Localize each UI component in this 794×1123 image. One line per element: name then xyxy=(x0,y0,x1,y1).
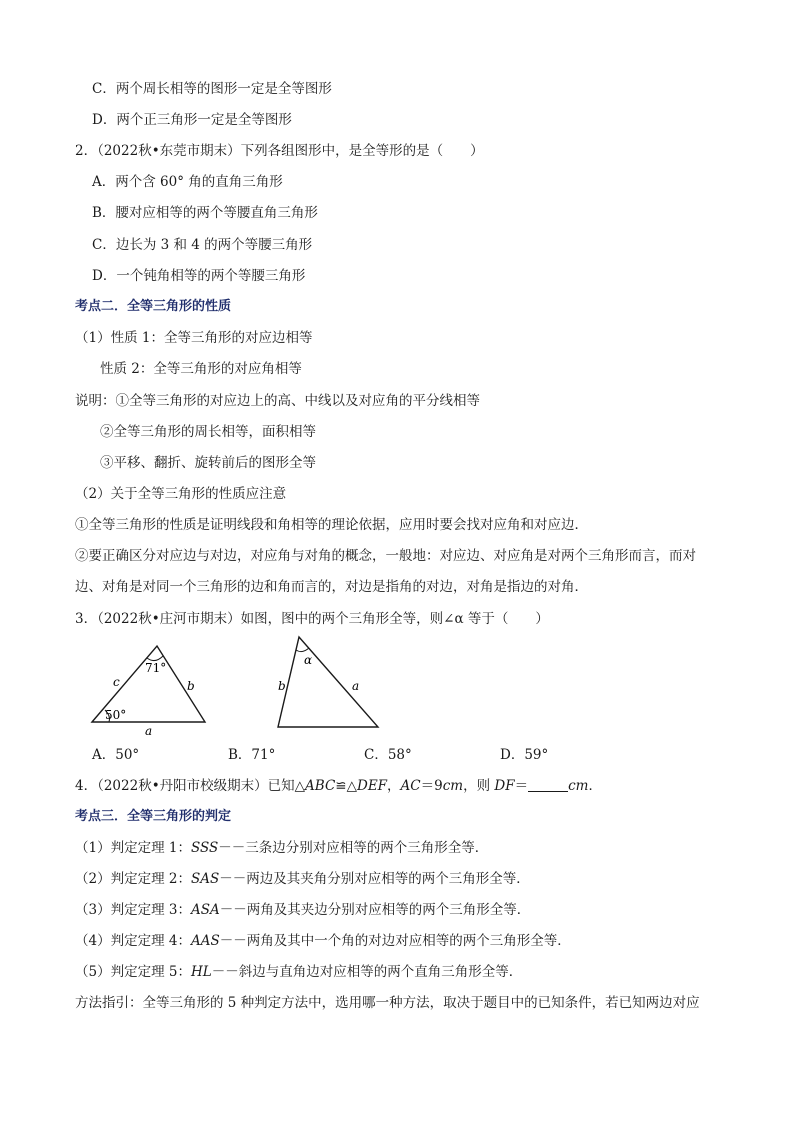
triangle-2-outline xyxy=(278,637,378,727)
kp3-theorem-3 xyxy=(75,901,530,919)
q4-side-ac: AC xyxy=(400,778,421,794)
kp2-note-1: 说明：①全等三角形的对应边上的高、中线以及对应角的平分线相等 xyxy=(75,393,480,409)
triangle-1-side-b-label: b xyxy=(187,679,195,693)
triangle-1-top-angle-arc xyxy=(147,656,163,661)
kp2-attention-2a: ②要正确区分对应边与对边，对应角与对角的概念，一般地：对应边、对应角是对两个三角形而言，而对 xyxy=(75,548,696,564)
q4-answer-blank[interactable] xyxy=(528,778,568,792)
q3-option-a: A．50° xyxy=(92,747,140,763)
kp3-theorem-4-code: AAS xyxy=(190,933,220,949)
q4-triangle-def: DEF xyxy=(357,778,388,794)
kp3-theorem-3-text: －－两角及其夹边分别对应相等的两个三角形全等． xyxy=(219,902,531,918)
kp2-property-3: （2）关于全等三角形的性质应注意 xyxy=(75,486,287,502)
kp3-theorem-3-prefix: （3）判定定理 3： xyxy=(75,902,191,918)
kp3-theorem-5-code: HL xyxy=(190,964,212,980)
q4-end: ． xyxy=(588,778,602,794)
kp3-theorem-1-prefix: （1）判定定理 1： xyxy=(75,840,191,856)
kp2-attention-2b: 边、对角是对同一个三角形的边和角而言的，对边是指角的对边，对角是指边的对角． xyxy=(75,579,588,595)
kp3-theorem-4 xyxy=(75,932,571,950)
kp3-theorem-2-prefix: （2）判定定理 2： xyxy=(75,871,191,887)
q3-option-c: C．58° xyxy=(364,747,412,763)
kp3-theorem-5-prefix: （5）判定定理 5： xyxy=(75,964,191,980)
kp3-theorem-1-text: －－三条边分别对应相等的两个三角形全等． xyxy=(218,840,489,856)
kp2-title: 考点二．全等三角形的性质 xyxy=(75,299,232,314)
q1-option-d: D．两个正三角形一定是全等图形 xyxy=(92,112,292,128)
kp2-note-3: ③平移、翻折、旋转前后的图形全等 xyxy=(100,455,316,471)
q2-option-d: D．一个钝角相等的两个等腰三角形 xyxy=(92,268,306,284)
q2-stem: 2．（2022秋•东莞市期末）下列各组图形中，是全等形的是（ ） xyxy=(75,143,484,159)
q4-unit-cm-1: cm xyxy=(442,778,464,794)
q4-congruent-symbol: ≌△ xyxy=(335,778,357,794)
q2-option-c: C．边长为 3 和 4 的两个等腰三角形 xyxy=(92,237,313,253)
q3-figure-triangle-2 xyxy=(268,632,388,734)
q1-option-c: C．两个周长相等的图形一定是全等图形 xyxy=(92,81,332,97)
kp3-theorem-3-code: ASA xyxy=(190,902,220,918)
q4-separator: ， xyxy=(387,778,401,794)
q4-equals-9: ＝9 xyxy=(420,778,443,794)
kp3-theorem-5 xyxy=(75,963,522,981)
kp3-theorem-4-prefix: （4）判定定理 4： xyxy=(75,933,191,949)
kp3-theorem-1-code: SSS xyxy=(190,840,219,856)
q3-option-b: B．71° xyxy=(228,747,276,763)
kp3-theorem-2-text: －－两边及其夹角分别对应相等的两个三角形全等． xyxy=(219,871,530,887)
triangle-1-side-c-label: c xyxy=(113,675,120,689)
triangle-1-side-a-label: a xyxy=(145,724,153,738)
triangle-1-top-angle-label: 71° xyxy=(145,661,167,675)
q3-option-d: D．59° xyxy=(500,747,549,763)
triangle-2-top-angle-label: α xyxy=(304,653,313,667)
q4-triangle-abc: ABC xyxy=(305,778,336,794)
kp3-title: 考点三．全等三角形的判定 xyxy=(75,809,232,824)
triangle-2-side-b-label: b xyxy=(278,679,286,693)
q2-option-b: B．腰对应相等的两个等腰直角三角形 xyxy=(92,205,318,221)
kp3-method-guide: 方法指引：全等三角形的 5 种判定方法中，选用哪一种方法，取决于题目中的已知条件，若已知两边对应 xyxy=(75,995,700,1011)
kp2-property-1: （1）性质 1：全等三角形的对应边相等 xyxy=(75,330,313,346)
triangle-2-side-a-label: a xyxy=(352,679,360,693)
triangle-1-left-angle-label: 50° xyxy=(105,708,127,722)
q2-option-a: A．两个含 60° 角的直角三角形 xyxy=(92,174,283,190)
kp3-theorem-1 xyxy=(75,839,488,857)
q3-figure-triangle-1 xyxy=(85,640,215,740)
q4-then: ，则 xyxy=(463,778,495,794)
q3-stem: 3．（2022秋•庄河市期末）如图，图中的两个三角形全等，则∠α 等于（ ） xyxy=(75,611,549,627)
kp3-theorem-4-text: －－两角及其中一个角的对边对应相等的两个三角形全等． xyxy=(219,933,571,949)
kp2-note-2: ②全等三角形的周长相等，面积相等 xyxy=(100,424,316,440)
q4-prefix: 4．（2022秋•丹阳市校级期末）已知△ xyxy=(75,778,306,794)
kp2-property-2: 性质 2：全等三角形的对应角相等 xyxy=(100,361,302,377)
kp2-attention-1: ①全等三角形的性质是证明线段和角相等的理论依据，应用时要会找对应角和对应边． xyxy=(75,517,588,533)
kp3-theorem-2-code: SAS xyxy=(190,871,220,887)
q4-equals: ＝ xyxy=(514,778,529,794)
q4-unit-cm-2: cm xyxy=(568,778,589,794)
kp3-theorem-5-text: －－斜边与直角边对应相等的两个直角三角形全等． xyxy=(211,964,523,980)
q4-side-df: DF xyxy=(494,778,515,794)
q4-stem xyxy=(75,777,602,795)
triangle-2-top-angle-arc xyxy=(296,648,309,652)
kp3-theorem-2 xyxy=(75,870,530,888)
